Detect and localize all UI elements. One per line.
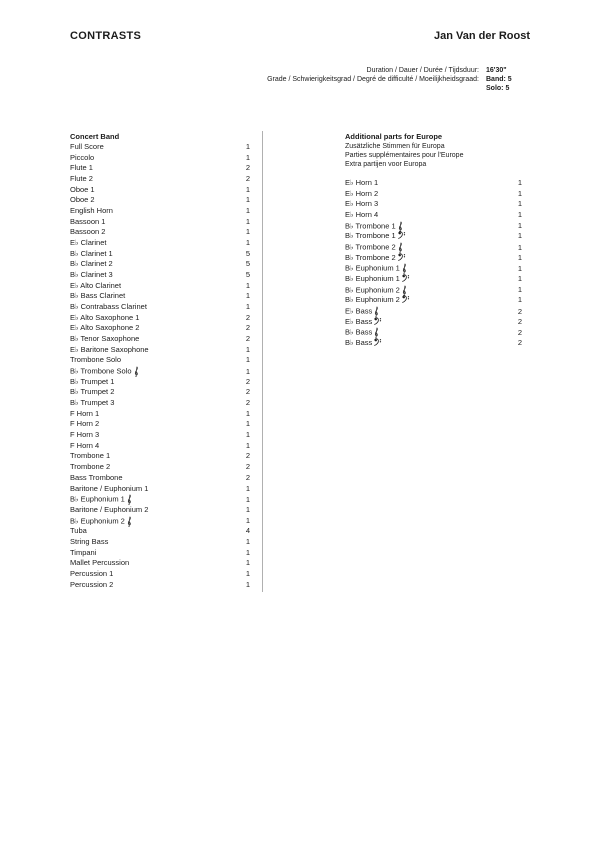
quantity: 1 bbox=[517, 295, 522, 305]
instrument-row bbox=[70, 526, 250, 537]
instrument-name: E♭ Horn 4 bbox=[345, 210, 379, 220]
instrument-row bbox=[70, 409, 250, 420]
quantity: 2 bbox=[245, 376, 250, 386]
instrument-name: Trombone Solo bbox=[70, 355, 121, 365]
instrument-row bbox=[70, 174, 250, 185]
instrument-row bbox=[345, 317, 522, 328]
instrument-row bbox=[70, 398, 250, 409]
instrument-row bbox=[70, 484, 250, 495]
quantity: 1 bbox=[245, 419, 250, 429]
instrument-name: Bassoon 1 bbox=[70, 216, 106, 226]
quantity: 1 bbox=[245, 344, 250, 354]
treble-clef-icon bbox=[127, 494, 132, 505]
treble-clef-icon bbox=[398, 242, 403, 253]
instrument-name: B♭ Bass Clarinet bbox=[70, 291, 126, 301]
instrument-row bbox=[345, 285, 522, 296]
quantity: 1 bbox=[517, 210, 522, 220]
instrument-row bbox=[345, 295, 522, 306]
quantity: 1 bbox=[517, 242, 522, 252]
quantity: 1 bbox=[517, 274, 522, 284]
instrument-name: B♭ Trombone 1 bbox=[345, 221, 396, 231]
quantity: 2 bbox=[245, 334, 250, 344]
instrument-row bbox=[70, 537, 250, 548]
quantity: 2 bbox=[245, 451, 250, 461]
quantity: 1 bbox=[245, 504, 250, 514]
instrument-name: F Horn 2 bbox=[70, 419, 100, 429]
subheading-german: Zusätzliche Stimmen für Europa bbox=[345, 143, 445, 150]
quantity: 2 bbox=[245, 472, 250, 482]
quantity: 1 bbox=[245, 579, 250, 589]
quantity: 1 bbox=[517, 252, 522, 262]
treble-clef-icon bbox=[402, 285, 407, 296]
column-divider bbox=[262, 131, 263, 592]
bass-clef-icon bbox=[374, 338, 382, 349]
quantity: 1 bbox=[517, 199, 522, 209]
instrument-name: B♭ Bass bbox=[345, 327, 373, 337]
quantity: 1 bbox=[245, 227, 250, 237]
instrument-name: B♭ Trumpet 3 bbox=[70, 398, 115, 408]
instrument-row bbox=[70, 281, 250, 292]
quantity: 1 bbox=[517, 231, 522, 241]
meta-row bbox=[267, 66, 530, 75]
instrument-row bbox=[345, 306, 522, 317]
instrument-name: E♭ Clarinet bbox=[70, 238, 107, 248]
quantity: 1 bbox=[245, 195, 250, 205]
quantity: 1 bbox=[245, 206, 250, 216]
instrument-row bbox=[70, 569, 250, 580]
instrument-name: Flute 1 bbox=[70, 163, 93, 173]
treble-clef-icon bbox=[402, 263, 407, 274]
quantity: 1 bbox=[245, 302, 250, 312]
instrument-row bbox=[70, 548, 250, 559]
instrument-name: B♭ Contrabass Clarinet bbox=[70, 302, 147, 312]
treble-clef-icon bbox=[127, 516, 132, 527]
instrument-name: Tuba bbox=[70, 526, 87, 536]
quantity: 1 bbox=[245, 440, 250, 450]
instrument-row bbox=[70, 473, 250, 484]
instrument-name: E♭ Alto Saxophone 1 bbox=[70, 312, 140, 322]
instrument-name: English Horn bbox=[70, 206, 113, 216]
instrument-name: B♭ Trombone 1 bbox=[345, 231, 396, 241]
bass-clef-icon bbox=[374, 317, 382, 328]
instrument-name: B♭ Euphonium 2 bbox=[345, 285, 400, 295]
quantity: 2 bbox=[517, 338, 522, 348]
quantity: 1 bbox=[245, 152, 250, 162]
quantity: 1 bbox=[245, 483, 250, 493]
instrument-row bbox=[70, 387, 250, 398]
instrument-name: Bass Trombone bbox=[70, 472, 123, 482]
instrument-name: Baritone / Euphonium 2 bbox=[70, 504, 149, 514]
meta-value: Solo: 5 bbox=[486, 85, 510, 92]
instrument-name: E♭ Bass bbox=[345, 306, 373, 316]
instrument-name: E♭ Horn 1 bbox=[345, 178, 379, 187]
treble-clef-icon bbox=[374, 327, 379, 338]
meta-value: 16'30" bbox=[486, 67, 507, 74]
meta-row bbox=[267, 84, 530, 93]
instrument-row bbox=[345, 231, 522, 242]
quantity: 1 bbox=[245, 280, 250, 290]
instrument-name: B♭ Trombone 2 bbox=[345, 242, 396, 252]
instrument-row bbox=[345, 338, 522, 349]
instrument-name: B♭ Euphonium 2 bbox=[345, 295, 400, 305]
quantity: 2 bbox=[517, 316, 522, 326]
instrument-name: B♭ Clarinet 2 bbox=[70, 259, 113, 269]
instrument-name: E♭ Horn 2 bbox=[345, 188, 379, 198]
instrument-row bbox=[70, 206, 250, 217]
instrument-name: Percussion 1 bbox=[70, 568, 114, 578]
instrument-row bbox=[70, 451, 250, 462]
quantity: 2 bbox=[245, 462, 250, 472]
quantity: 2 bbox=[517, 327, 522, 337]
page-title: CONTRASTS bbox=[70, 30, 142, 42]
concert-band-list bbox=[70, 142, 250, 590]
quantity: 2 bbox=[245, 323, 250, 333]
instrument-name: B♭ Euphonium 1 bbox=[70, 494, 125, 504]
instrument-row bbox=[70, 142, 250, 153]
quantity: 2 bbox=[245, 387, 250, 397]
quantity: 1 bbox=[245, 355, 250, 365]
instrument-row bbox=[345, 210, 522, 221]
concert-band-column bbox=[70, 131, 250, 590]
quantity: 1 bbox=[517, 221, 522, 231]
meta-value: Band: 5 bbox=[486, 76, 512, 83]
quantity: 1 bbox=[245, 366, 250, 376]
bass-clef-icon bbox=[398, 253, 406, 264]
instrument-row bbox=[70, 558, 250, 569]
instrument-row bbox=[70, 185, 250, 196]
treble-clef-icon bbox=[398, 221, 403, 232]
instrument-name: Oboe 2 bbox=[70, 195, 95, 205]
instrument-name: F Horn 4 bbox=[70, 440, 100, 450]
quantity: 2 bbox=[245, 398, 250, 408]
quantity: 1 bbox=[245, 408, 250, 418]
instrument-row bbox=[70, 366, 250, 377]
instrument-row bbox=[70, 494, 250, 505]
instrument-name: Baritone / Euphonium 1 bbox=[70, 483, 149, 493]
instrument-name: B♭ Euphonium 1 bbox=[345, 274, 400, 284]
instrument-name: B♭ Euphonium 2 bbox=[70, 516, 125, 526]
additional-parts-heading: Additional parts for Europe bbox=[345, 132, 443, 141]
instrument-row bbox=[70, 345, 250, 356]
instrument-name: B♭ Clarinet 3 bbox=[70, 270, 113, 280]
instrument-name: E♭ Bass bbox=[345, 316, 373, 326]
bass-clef-icon bbox=[398, 231, 406, 242]
instrument-row bbox=[70, 580, 250, 591]
instrument-row bbox=[345, 189, 522, 200]
quantity: 1 bbox=[517, 285, 522, 295]
instrument-name: F Horn 3 bbox=[70, 430, 100, 440]
instrument-name: String Bass bbox=[70, 536, 109, 546]
instrument-row bbox=[70, 238, 250, 249]
instrument-name: B♭ Trombone Solo bbox=[70, 366, 132, 376]
instrument-name: Flute 2 bbox=[70, 174, 93, 184]
quantity: 1 bbox=[517, 263, 522, 273]
instrument-row bbox=[70, 462, 250, 473]
instrument-name: E♭ Baritone Saxophone bbox=[70, 344, 149, 354]
bass-clef-icon bbox=[402, 295, 410, 306]
quantity: 2 bbox=[245, 174, 250, 184]
quantity: 1 bbox=[517, 188, 522, 198]
instrument-row bbox=[70, 505, 250, 516]
instrument-name: B♭ Clarinet 1 bbox=[70, 248, 113, 258]
instrument-name: E♭ Alto Saxophone 2 bbox=[70, 323, 140, 333]
meta-label: Duration / Dauer / Durée / Tijdsduur: bbox=[366, 67, 479, 74]
quantity: 1 bbox=[517, 178, 522, 187]
instrument-row bbox=[70, 163, 250, 174]
quantity: 1 bbox=[245, 216, 250, 226]
quantity: 1 bbox=[245, 568, 250, 578]
instrument-row bbox=[70, 323, 250, 334]
concert-band-heading: Concert Band bbox=[70, 132, 120, 141]
instrument-row bbox=[345, 327, 522, 338]
instrument-name: E♭ Horn 3 bbox=[345, 199, 379, 209]
instrument-row bbox=[70, 516, 250, 527]
subheading-dutch: Extra partijen voor Europa bbox=[345, 161, 427, 168]
quantity: 2 bbox=[245, 163, 250, 173]
instrument-row bbox=[345, 253, 522, 264]
quantity: 5 bbox=[245, 259, 250, 269]
instrument-row bbox=[345, 221, 522, 232]
instrument-row bbox=[70, 334, 250, 345]
quantity: 1 bbox=[245, 536, 250, 546]
instrument-row bbox=[70, 377, 250, 388]
meta-block bbox=[267, 66, 530, 93]
instrument-name: Oboe 1 bbox=[70, 184, 95, 194]
instrument-row bbox=[70, 195, 250, 206]
meta-row bbox=[267, 75, 530, 84]
subheading-french: Parties supplémentaires pour l'Europe bbox=[345, 152, 464, 159]
additional-parts-column bbox=[345, 131, 522, 349]
instrument-row bbox=[345, 263, 522, 274]
meta-label: Grade / Schwierigkeitsgrad / Degré de difficulté / Moeilijkheidsgraad: bbox=[267, 76, 479, 83]
instrument-name: Timpani bbox=[70, 547, 97, 557]
instrument-name: B♭ Euphonium 1 bbox=[345, 263, 400, 273]
instrument-row bbox=[345, 199, 522, 210]
instrument-name: Full Score bbox=[70, 142, 104, 151]
quantity: 5 bbox=[245, 270, 250, 280]
instrument-row bbox=[70, 419, 250, 430]
instrument-name: Percussion 2 bbox=[70, 579, 114, 589]
quantity: 1 bbox=[245, 291, 250, 301]
instrument-row bbox=[70, 249, 250, 260]
instrument-row bbox=[70, 302, 250, 313]
instrument-name: Piccolo bbox=[70, 152, 95, 162]
instrument-row bbox=[70, 217, 250, 228]
instrument-name: B♭ Bass bbox=[345, 338, 373, 348]
instrument-row bbox=[70, 153, 250, 164]
instrument-name: B♭ Trombone 2 bbox=[345, 252, 396, 262]
instrument-row bbox=[70, 313, 250, 324]
quantity: 2 bbox=[517, 306, 522, 316]
quantity: 1 bbox=[245, 547, 250, 557]
instrument-name: B♭ Trumpet 2 bbox=[70, 387, 115, 397]
quantity: 1 bbox=[245, 494, 250, 504]
instrument-row bbox=[70, 430, 250, 441]
quantity: 1 bbox=[245, 184, 250, 194]
instrument-name: Mallet Percussion bbox=[70, 558, 130, 568]
instrument-row bbox=[345, 242, 522, 253]
quantity: 1 bbox=[245, 430, 250, 440]
instrument-row bbox=[345, 274, 522, 285]
instrument-row bbox=[70, 270, 250, 281]
instrument-row bbox=[70, 259, 250, 270]
treble-clef-icon bbox=[374, 306, 379, 317]
instrument-name: Trombone 1 bbox=[70, 451, 111, 461]
instrument-row bbox=[70, 441, 250, 452]
instrument-name: B♭ Tenor Saxophone bbox=[70, 334, 140, 344]
instrument-name: E♭ Alto Clarinet bbox=[70, 280, 122, 290]
bass-clef-icon bbox=[402, 274, 410, 285]
quantity: 1 bbox=[245, 558, 250, 568]
instrument-name: Bassoon 2 bbox=[70, 227, 106, 237]
instrument-row bbox=[70, 355, 250, 366]
instrument-row bbox=[70, 227, 250, 238]
quantity: 4 bbox=[245, 526, 250, 536]
instrument-name: B♭ Trumpet 1 bbox=[70, 376, 115, 386]
instrument-row bbox=[345, 178, 522, 189]
instrument-row bbox=[70, 291, 250, 302]
quantity: 2 bbox=[245, 312, 250, 322]
instrument-name: F Horn 1 bbox=[70, 408, 100, 418]
treble-clef-icon bbox=[134, 366, 139, 377]
quantity: 1 bbox=[245, 142, 250, 151]
quantity: 1 bbox=[245, 516, 250, 526]
composer-name: Jan Van der Roost bbox=[434, 30, 530, 42]
additional-parts-list bbox=[345, 178, 522, 349]
quantity: 1 bbox=[245, 238, 250, 248]
instrument-name: Trombone 2 bbox=[70, 462, 111, 472]
quantity: 5 bbox=[245, 248, 250, 258]
